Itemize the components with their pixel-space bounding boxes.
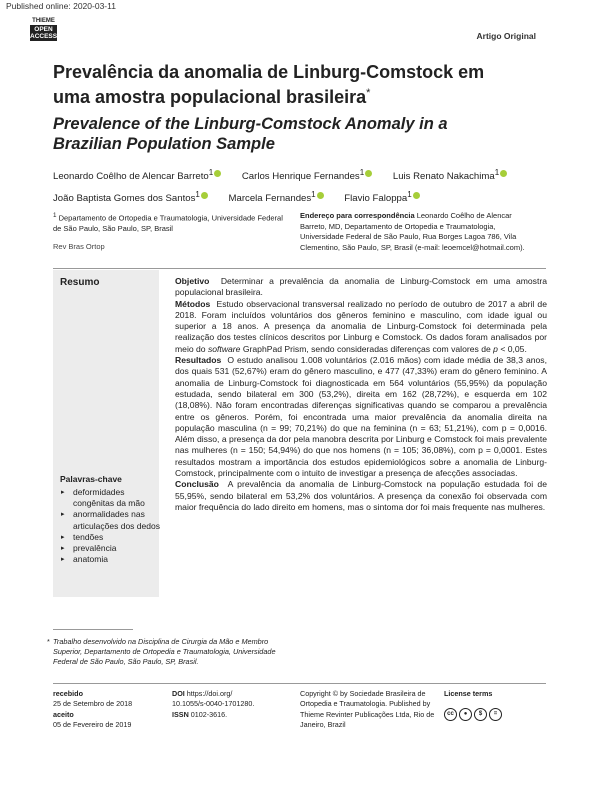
license-heading: [444, 689, 492, 699]
keyword-item: ▸ tendões: [60, 532, 160, 543]
author-name: Flavio Faloppa: [344, 193, 408, 205]
issn-number: 0102-3616.: [190, 709, 228, 719]
orcid-icon[interactable]: [317, 192, 324, 199]
resultados-text: O estudo analisou 1.008 voluntários (2.016 mãos) com idade média de 38,3 anos, dos quais 531 (52,67%) eram do gênero masculino, e 477 (47,33%) eram do gênero feminino. A anomalia de Linburg-Comstock foi diagnosticada em 564 voluntários (55,95%) da população estudada, sendo bilateral em 300 (53,2%), direita em 162 (28,72%), e esquerda em 102 (18,08%). Não foram encontradas diferenças significativas quando se comparou a prevalência entre os gêneros. Porém, foi encontrada uma maior prevalência da anomalia direita na população masculina (n = 99; 70,21%) do que na feminina (n = 63; 51,21%), com p = 0,0016. Além disso, a presença da dor pela manobra descrita por Linburg e Comstock foi mais prevalente nas mulheres (n = 150; 54,94%) do que nos homens (n = 105; 36,08%), com p = 0,0001. Estes resultados mostram a importância dos estudos epidemiológicos sobre a anomalia de Linburg-Comstock, principalmente com o intuito de investigar a presença de afecções associadas.: [175, 355, 547, 479]
author-name: Marcela Fernandes: [228, 193, 312, 205]
author: [344, 186, 419, 208]
author: [393, 164, 507, 186]
conclusao-text: A prevalência da anomalia de Linburg-Comstock na população estudada foi de 55,95%, sendo bilateral em 53,2% dos voluntários. A presença da conexão foi observada com maior frequência do lado direito em homens, mas o sintoma dor foi mais frequente nas mulheres.: [175, 479, 547, 512]
logo-access: ACCESS: [30, 33, 58, 40]
title-portuguese: [53, 62, 493, 108]
article-type: Artigo Original: [476, 31, 536, 41]
author-affiliation-sup: 1: [494, 168, 500, 177]
keywords-heading: Palavras-chave: [60, 474, 122, 484]
keyword-item: ▸ prevalência: [60, 543, 160, 554]
nc-icon: $: [474, 708, 487, 721]
aceito-label: aceito: [53, 709, 74, 719]
author-affiliation-sup: 1: [359, 168, 365, 177]
correspondence: [300, 211, 540, 253]
title-english: Prevalence of the Linburg-Comstock Anomaly in a Brazilian Population Sample: [53, 115, 448, 153]
doi-block: [172, 689, 292, 720]
logo-open-access: [30, 25, 57, 41]
thieme-open-access-logo: [30, 18, 57, 45]
aceito-date: 05 de Fevereiro de 2019: [53, 719, 132, 729]
divider: [53, 268, 546, 269]
metodos-label: Métodos: [175, 298, 211, 309]
metodos-text-b: GraphPad Prism, sendo consideradas diferenças com valores de: [240, 343, 494, 354]
resultados-label: Resultados: [175, 355, 222, 366]
logo-thieme: THIEME: [32, 18, 55, 24]
author-affiliation-sup: 1: [208, 168, 214, 177]
orcid-icon[interactable]: [413, 192, 420, 199]
correspondence-text: Leonardo Coêlho de Alencar Barreto, MD, Departamento de Ortopedia e Traumatologia, Universidade Federal de São Paulo, Rua Borges Lagoa 786, Vila Clementino, São Paulo, SP, Brasil (e-mail: leoemcel@hotmail.com).: [300, 211, 525, 252]
journal-short-name: Rev Bras Ortop: [53, 242, 105, 251]
footnote-divider: [53, 629, 133, 630]
footnote-mark: *: [47, 637, 50, 646]
author-affiliation-sup: 1: [311, 190, 316, 200]
recebido-date: 25 de Setembro de 2018: [53, 699, 133, 709]
doi-number: 10.1055/s-0040-1701280.: [172, 699, 255, 709]
footnote: [47, 637, 293, 668]
abstract-metodos: [175, 299, 547, 355]
keyword-item: ▸ deformidades congênitas da mão: [60, 487, 160, 509]
orcid-icon[interactable]: [214, 170, 221, 177]
author-name: Luis Renato Nakachima: [392, 171, 495, 183]
author-name: Leonardo Coêlho de Alencar Barreto: [53, 171, 209, 183]
title-pt-text: Prevalência da anomalia de Linburg-Comstock em uma amostra populacional brasileira: [53, 62, 485, 107]
footnote-text: Trabalho desenvolvido na Disciplina de Cirurgia da Mão e Membro Superior, Departamento de Ortopedia e Traumatologia, Universidade Federal de São Paulo, São Paulo, SP, Brasil.: [53, 637, 276, 667]
author-list: [53, 164, 543, 208]
abstract-conclusao: [175, 479, 547, 513]
resumo-heading: Resumo: [60, 277, 100, 288]
author: [53, 186, 208, 208]
metodos-p: p: [493, 343, 498, 354]
nd-icon: =: [489, 708, 502, 721]
affiliation-sup: 1: [53, 212, 57, 219]
author: [242, 164, 372, 186]
bottom-divider: [53, 683, 546, 684]
doi-label: DOI: [172, 689, 185, 698]
correspondence-label: Endereço para correspondência: [300, 211, 415, 220]
author: [229, 186, 324, 208]
abstract-resultados: [175, 355, 547, 479]
author: [53, 164, 221, 186]
affiliation: [53, 211, 293, 235]
keyword-item: ▸ anormalidades nas articulações dos dedos: [60, 509, 160, 531]
abstract-body: [175, 276, 547, 513]
issn-label: ISSN: [172, 709, 189, 719]
copyright: Copyright © by Sociedade Brasileira de Ortopedia e Traumatologia. Published by Thieme Revinter Publicações Ltda, Rio de Janeiro, Brazil: [300, 689, 435, 729]
dates-block: [53, 689, 163, 730]
license-heading-text: License terms: [444, 689, 493, 698]
by-icon: ●: [459, 708, 472, 721]
recebido-label: recebido: [53, 689, 83, 698]
published-online: Published online: 2020-03-11: [6, 1, 116, 11]
author-affiliation-sup: 1: [195, 190, 200, 200]
abstract-objetivo: [175, 276, 547, 299]
cc-icon: cc: [444, 708, 457, 721]
logo-open: OPEN: [34, 26, 53, 33]
title-footnote-mark[interactable]: *: [366, 87, 371, 99]
orcid-icon[interactable]: [201, 192, 208, 199]
author-name: João Baptista Gomes dos Santos: [53, 193, 196, 205]
metodos-text-a: Estudo observacional transversal realizado no período de outubro de 2017 a abril de 2018. Foram incluídos voluntários dos gêneros feminino e masculino, com idade igual ou superior a 18 anos. A presença da anomalia de Linburg-Comstock foi determinada pela realização dos testes clínicos descritos por Linburg e Comstock. Os dados foram analisados por meio do: [175, 298, 547, 354]
conclusao-label: Conclusão: [175, 479, 219, 490]
orcid-icon[interactable]: [500, 170, 507, 177]
orcid-icon[interactable]: [365, 170, 372, 177]
objetivo-label: Objetivo: [175, 276, 210, 286]
keywords-list: [60, 487, 160, 565]
metodos-text-c: < 0,05.: [497, 343, 527, 354]
doi-link[interactable]: https://doi.org/: [186, 689, 233, 698]
metodos-software: software: [207, 343, 241, 354]
keyword-item: ▸ anatomia: [60, 554, 160, 565]
affiliation-text: Departamento de Ortopedia e Traumatologia, Universidade Federal de São Paulo, São Paulo, SP, Brasil: [53, 213, 283, 233]
author-affiliation-sup: 1: [407, 190, 412, 200]
license-icons: [444, 702, 504, 721]
author-name: Carlos Henrique Fernandes: [241, 171, 360, 183]
objetivo-text: Determinar a prevalência da anomalia de Linburg-Comstock em uma amostra populacional brasileira.: [175, 276, 547, 298]
